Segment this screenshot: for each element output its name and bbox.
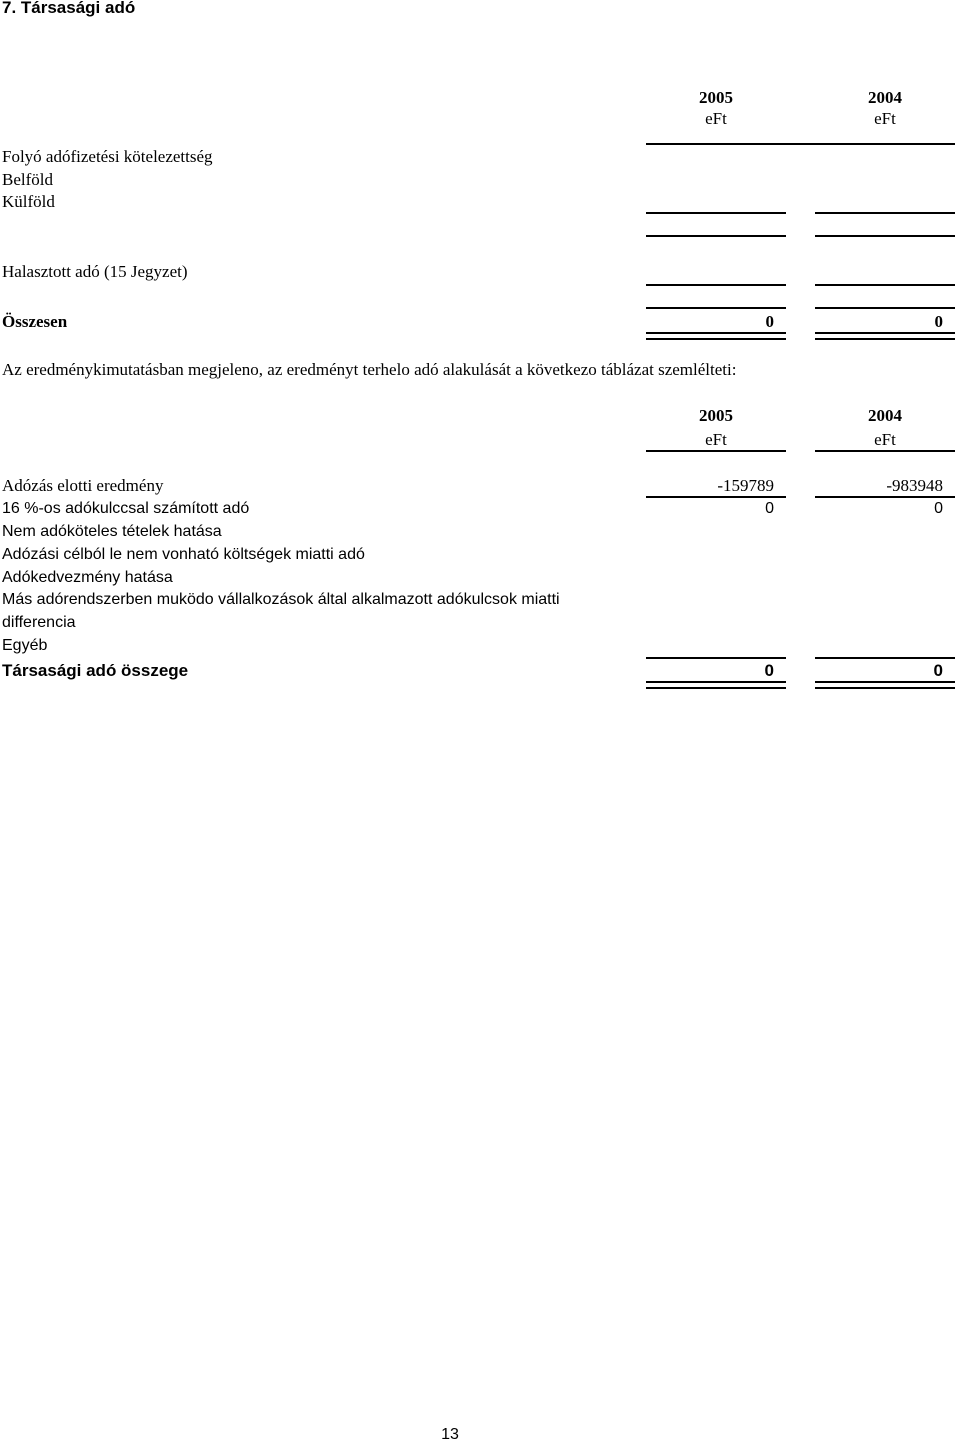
double-rule-2005 [646, 332, 786, 340]
page-number: 13 [441, 1426, 459, 1443]
row-value-2004: -983948 [886, 476, 943, 495]
row-label: Nem adóköteles tételek hatása [2, 523, 222, 540]
unit-2004-header: eFt [874, 430, 896, 449]
row-label: Adózás elotti eredmény [2, 476, 164, 495]
rule-2004 [815, 284, 955, 286]
rule-2005 [646, 657, 786, 659]
rule-2005 [646, 307, 786, 309]
header-rule [646, 143, 955, 145]
intro-text: Az eredménykimutatásban megjeleno, az eredményt terhelo adó alakulását a következo táblázat szemlélteti: [2, 360, 737, 379]
header-rule-2004 [815, 450, 955, 452]
year-2004-header: 2004 [868, 88, 902, 107]
rule-2004 [815, 496, 955, 498]
row-value-2005: -159789 [717, 476, 774, 495]
total-2004-value: 0 [934, 312, 943, 331]
row-label: Egyéb [2, 637, 48, 654]
row-halasztott-label: Halasztott adó (15 Jegyzet) [2, 262, 188, 281]
unit-2005-header: eFt [705, 109, 727, 128]
year-2004-header: 2004 [868, 406, 902, 425]
double-rule-2004 [815, 332, 955, 340]
row-folyo-label: Folyó adófizetési kötelezettség [2, 147, 213, 166]
row-label: Adókedvezmény hatása [2, 569, 173, 586]
row-belfold-label: Belföld [2, 170, 53, 189]
year-2005-header: 2005 [699, 406, 733, 425]
row-value-2005: 0 [765, 500, 774, 517]
rule-2004 [815, 307, 955, 309]
subtotal-rule-2005 [646, 212, 786, 214]
rule-2004 [815, 235, 955, 237]
double-rule-2004 [815, 681, 955, 689]
rule-2005 [646, 284, 786, 286]
row-label: Más adórendszerben muködo vállalkozások által alkalmazott adókulcsok miatti [2, 591, 560, 608]
unit-2004-header: eFt [874, 109, 896, 128]
row-label: 16 %-os adókulccsal számított adó [2, 500, 250, 517]
rule-2004 [815, 657, 955, 659]
year-2005-header: 2005 [699, 88, 733, 107]
row-label: Adózási célból le nem vonható költségek miatti adó [2, 546, 365, 563]
unit-2005-header: eFt [705, 430, 727, 449]
row-kulfold-label: Külföld [2, 192, 55, 211]
total-2005-value: 0 [764, 661, 774, 680]
rule-2005 [646, 496, 786, 498]
total-label: Társasági adó összege [2, 661, 189, 680]
rule-2005 [646, 235, 786, 237]
row-label: differencia [2, 614, 76, 631]
double-rule-2005 [646, 681, 786, 689]
row-value-2004: 0 [934, 500, 943, 517]
total-2004-value: 0 [933, 661, 943, 680]
total-2005-value: 0 [765, 312, 774, 331]
subtotal-rule-2004 [815, 212, 955, 214]
row-osszesen-label: Összesen [2, 312, 68, 331]
section-title: 7. Társasági adó [2, 0, 136, 17]
header-rule-2005 [646, 450, 786, 452]
